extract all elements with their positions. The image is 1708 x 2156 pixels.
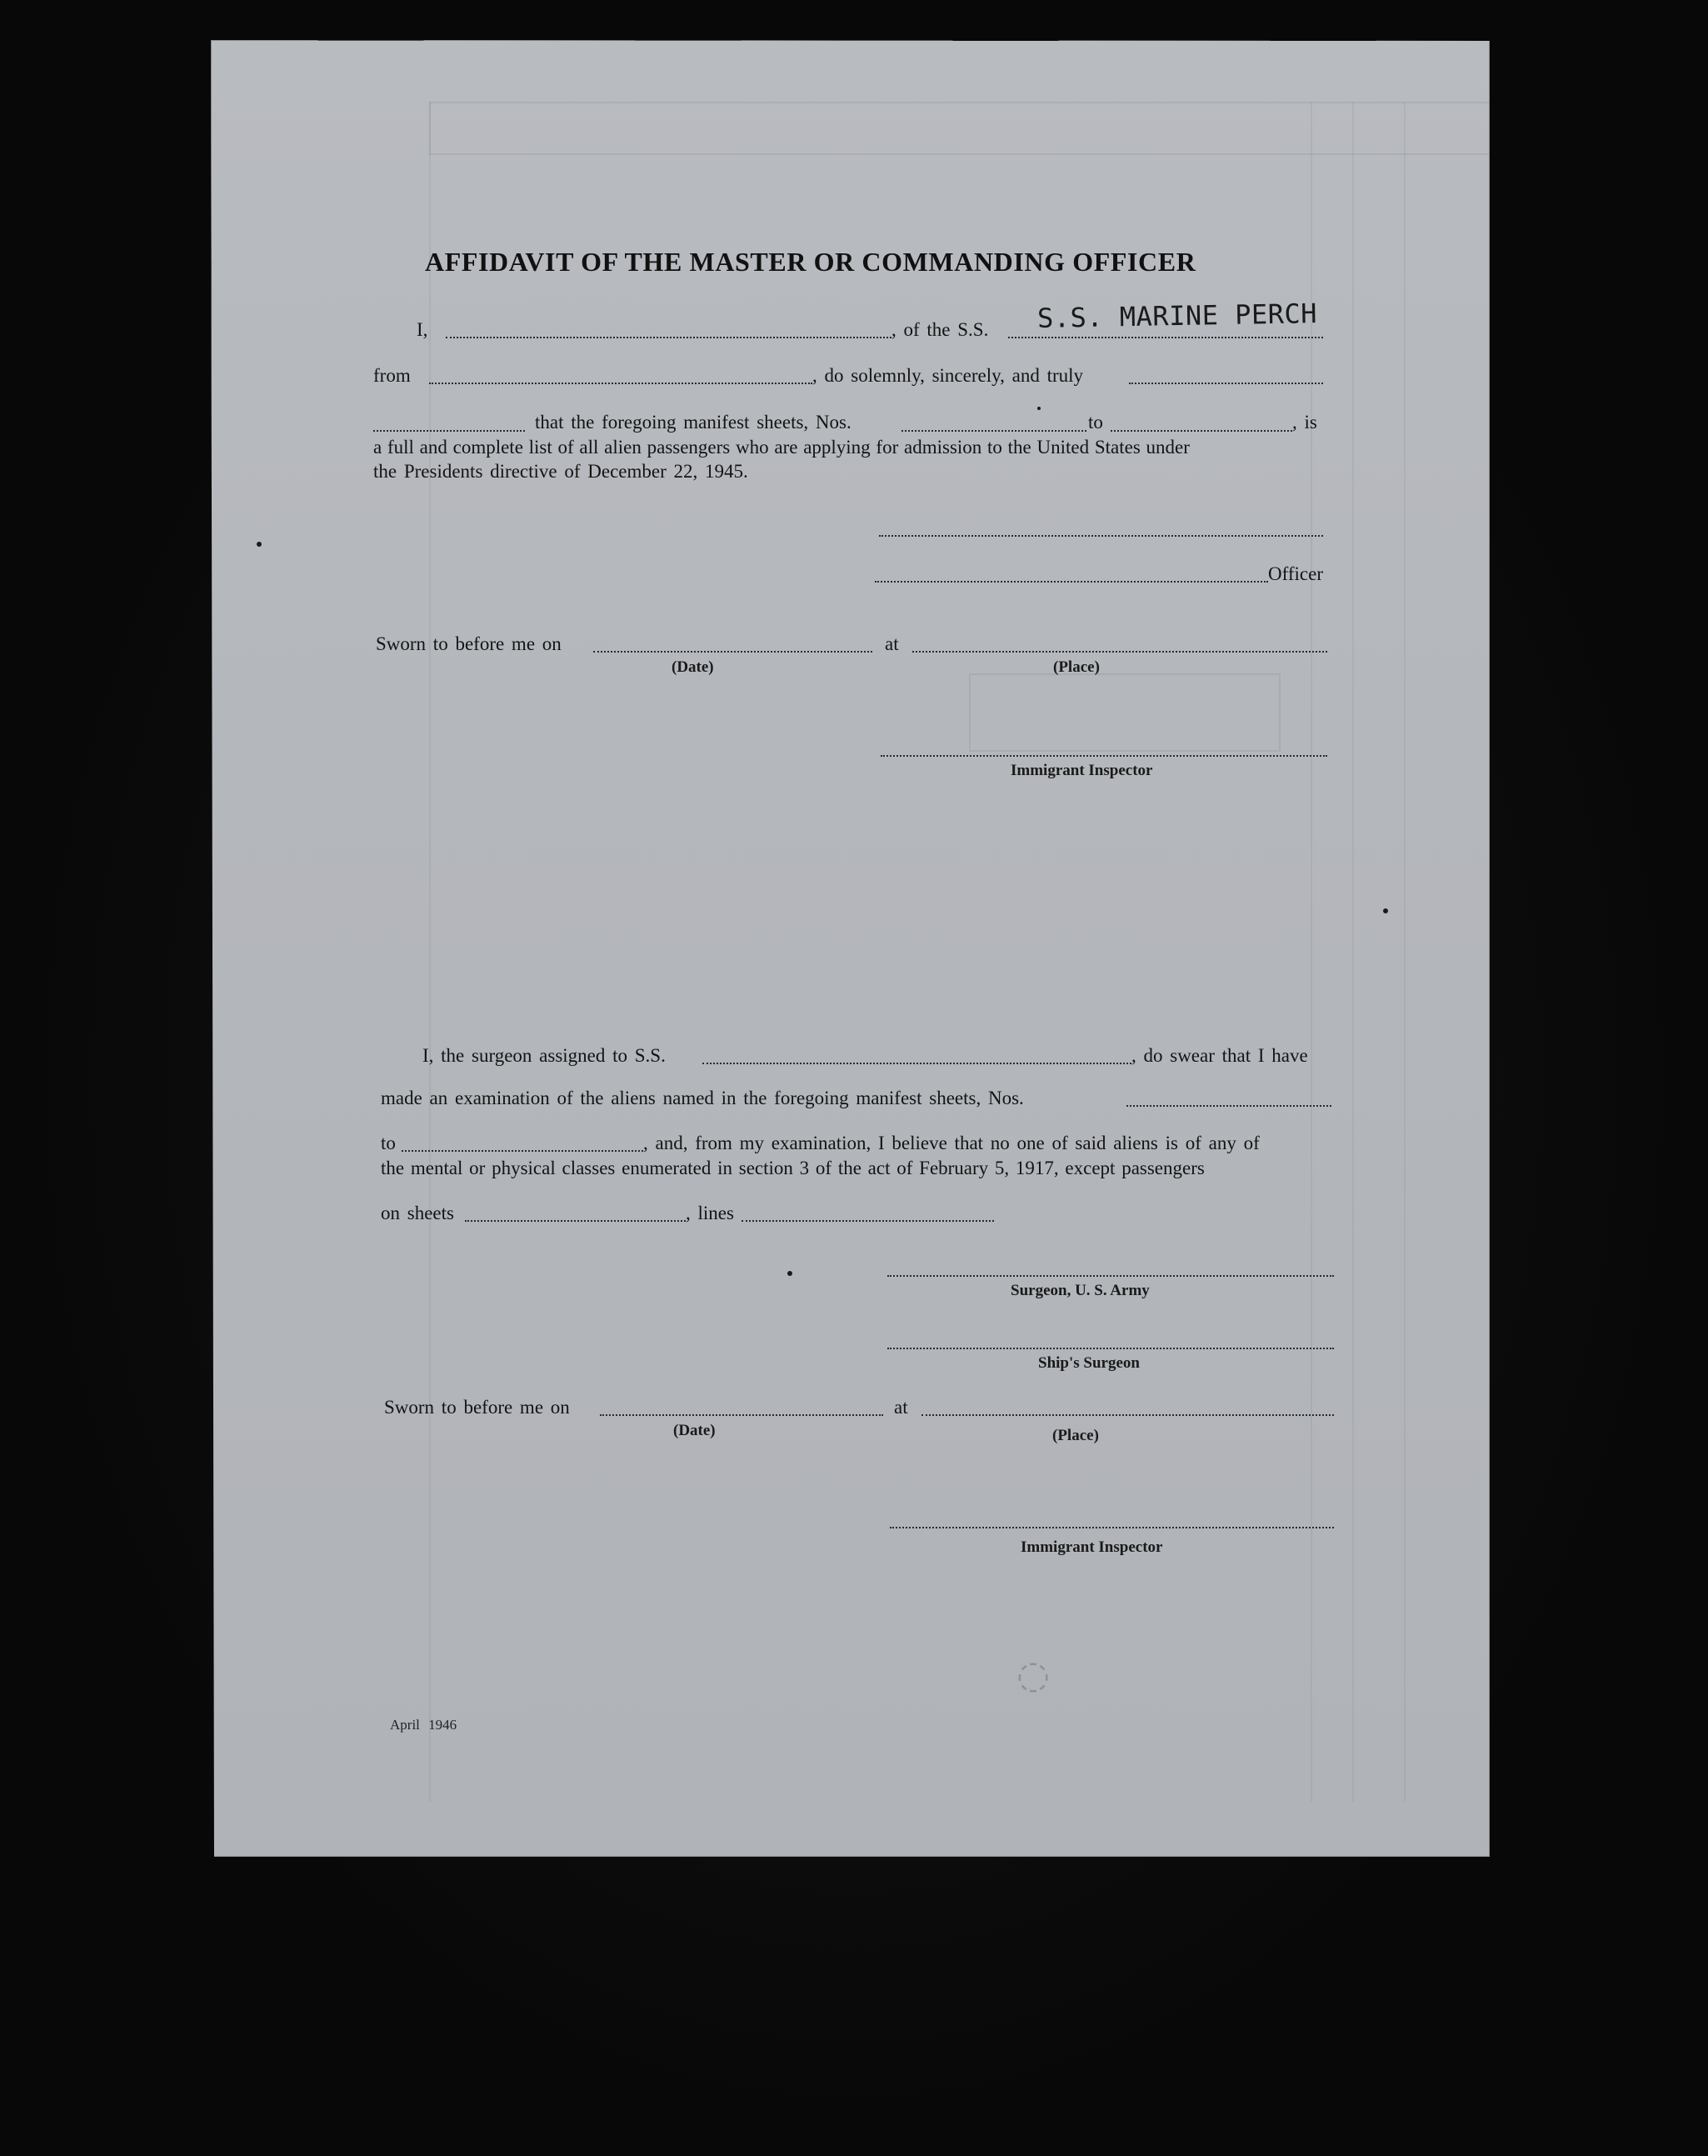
master-truly-field[interactable] xyxy=(1129,383,1323,384)
ship-name-field[interactable] xyxy=(1008,337,1323,338)
surgeon-ship-field[interactable] xyxy=(702,1063,1131,1064)
ship-surgeon-signature-line[interactable] xyxy=(887,1348,1334,1349)
surgeon-sworn-place-field[interactable] xyxy=(921,1414,1334,1416)
master-line4: a full and complete list of all alien passengers who are applying for admission to the United States under xyxy=(373,437,1190,458)
master-line1-prefix: I, xyxy=(417,319,428,340)
army-surgeon-label: Surgeon, U. S. Army xyxy=(1011,1282,1150,1299)
master-sworn-prefix: Sworn to before me on xyxy=(376,633,562,654)
surgeon-line5-prefix: on sheets xyxy=(381,1203,454,1223)
surgeon-place-label: (Place) xyxy=(1052,1427,1099,1444)
officer-signature-line-1[interactable] xyxy=(879,535,1323,537)
speck xyxy=(1037,407,1041,410)
surgeon-line2: made an examination of the aliens named in the foregoing manifest sheets, Nos. xyxy=(381,1088,1024,1108)
master-line2-mid: , do solemnly, sincerely, and truly xyxy=(812,365,1084,386)
master-inspector-label: Immigrant Inspector xyxy=(1011,762,1153,779)
master-line3-b: to xyxy=(1088,412,1103,433)
bleed-through-rule xyxy=(1352,102,1354,1802)
speck xyxy=(787,1271,792,1276)
surgeon-line3-suffix: , and, from my examination, I believe that no one of said aliens is of any of xyxy=(643,1133,1260,1153)
bleed-through-grid xyxy=(429,102,1499,155)
faint-stamp-mark: ◌ xyxy=(1016,1658,1051,1703)
master-sheets-from-field[interactable] xyxy=(901,430,1086,432)
surgeon-on-sheets-field[interactable] xyxy=(465,1220,686,1222)
officer-label: Officer xyxy=(1268,563,1323,584)
handwritten-ship-name: S.S. MARINE PERCH xyxy=(1036,298,1318,334)
surgeon-line4: the mental or physical classes enumerated in section 3 of the act of February 5, 1917, except passengers xyxy=(381,1158,1205,1178)
bleed-through-box xyxy=(969,673,1281,752)
surgeon-line3-prefix: to xyxy=(381,1133,396,1153)
surgeon-sheets-to-field[interactable] xyxy=(402,1150,643,1152)
surgeon-sworn-date-field[interactable] xyxy=(600,1414,883,1416)
form-edition-date: April 1946 xyxy=(390,1717,457,1733)
army-surgeon-signature-line[interactable] xyxy=(887,1275,1334,1277)
master-sworn-at: at xyxy=(885,633,899,654)
surgeon-line5-mid: , lines xyxy=(686,1203,734,1223)
surgeon-inspector-signature-line[interactable] xyxy=(890,1527,1334,1528)
master-line3-a: that the foregoing manifest sheets, Nos. xyxy=(535,412,852,433)
ship-surgeon-label: Ship's Surgeon xyxy=(1038,1354,1140,1372)
master-inspector-signature-line[interactable] xyxy=(881,755,1327,757)
speck xyxy=(257,542,262,547)
surgeon-inspector-label: Immigrant Inspector xyxy=(1021,1538,1163,1556)
document-title: AFFIDAVIT OF THE MASTER OR COMMANDING OFFICER xyxy=(425,247,1196,277)
master-swear-field[interactable] xyxy=(373,430,525,432)
master-sheets-to-field[interactable] xyxy=(1111,430,1292,432)
master-date-label: (Date) xyxy=(672,658,714,676)
bleed-through-rule xyxy=(1404,102,1406,1802)
surgeon-line1-prefix: I, the surgeon assigned to S.S. xyxy=(422,1045,666,1066)
surgeon-lines-field[interactable] xyxy=(742,1220,994,1222)
master-line5: the Presidents directive of December 22, 1945. xyxy=(373,461,748,482)
master-line1-mid: , of the S.S. xyxy=(891,319,989,340)
surgeon-sworn-prefix: Sworn to before me on xyxy=(384,1397,570,1418)
speck xyxy=(1383,908,1388,913)
master-sworn-place-field[interactable] xyxy=(912,651,1327,653)
master-name-field[interactable] xyxy=(446,337,891,338)
surgeon-line1-suffix: , do swear that I have xyxy=(1131,1045,1308,1066)
officer-signature-line-2[interactable] xyxy=(875,581,1268,583)
bleed-through-rule xyxy=(429,102,431,1802)
master-sworn-date-field[interactable] xyxy=(593,651,872,653)
surgeon-sheets-from-field[interactable] xyxy=(1126,1105,1331,1107)
surgeon-sworn-at: at xyxy=(894,1397,908,1418)
master-place-label: (Place) xyxy=(1053,658,1100,676)
master-line3-c: , is xyxy=(1292,412,1317,433)
bleed-through-rule xyxy=(1311,102,1312,1802)
master-from-field[interactable] xyxy=(429,383,812,384)
surgeon-date-label: (Date) xyxy=(673,1422,716,1439)
master-line2-prefix: from xyxy=(373,365,411,386)
